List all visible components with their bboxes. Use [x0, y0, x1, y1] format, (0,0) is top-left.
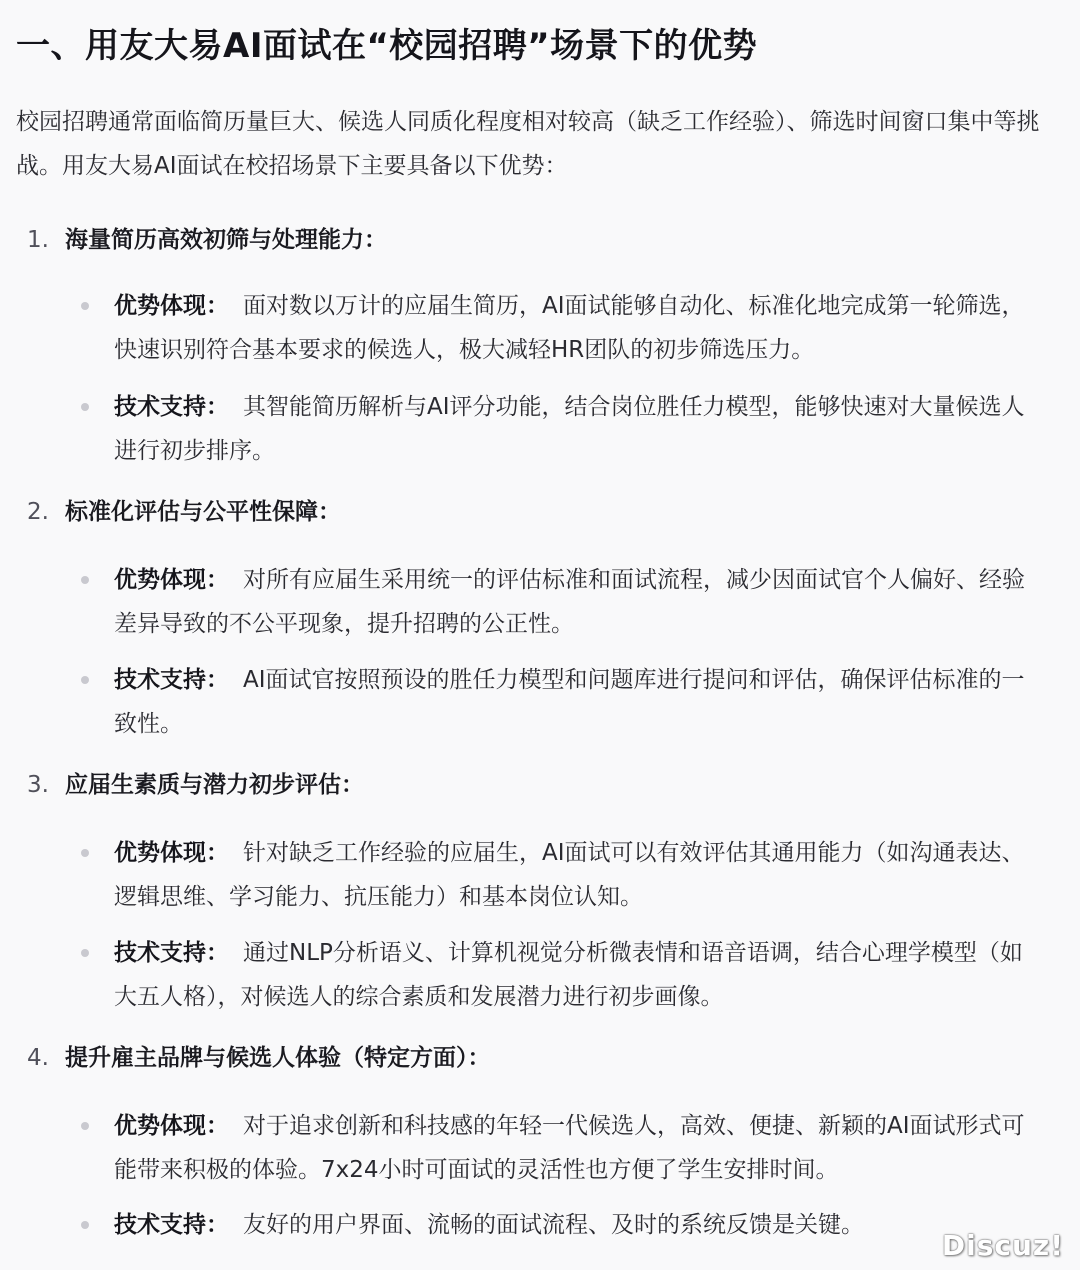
- list-item: [114, 658, 1044, 746]
- bullet-label: 优势体现：: [114, 567, 229, 593]
- section-3-heading: [27, 765, 364, 805]
- bullet-label: 优势体现：: [114, 840, 229, 866]
- bullet-label: 优势体现：: [114, 1113, 229, 1139]
- list-item: [114, 284, 1044, 372]
- intro-paragraph: 校园招聘通常面临简历量巨大、候选人同质化程度相对较高（缺乏工作经验）、筛选时间窗口集中等挑战。用友大易AI面试在校招场景下主要具备以下优势：: [16, 109, 1040, 179]
- section-number: 3.: [27, 772, 49, 798]
- list-item: [114, 558, 1044, 646]
- list-item: [114, 385, 1044, 473]
- list-item: [114, 1104, 1044, 1192]
- bullet-label: 技术支持：: [114, 1212, 229, 1238]
- bullet-dot-icon: [81, 676, 89, 684]
- bullet-dot-icon: [81, 849, 89, 857]
- bullet-text: 针对缺乏工作经验的应届生，AI面试可以有效评估其通用能力（如沟通表达、逻辑思维、学习能力、抗压能力）和基本岗位认知。: [114, 840, 1025, 910]
- section-number: 2.: [27, 499, 49, 525]
- bullet-label: 技术支持：: [114, 394, 229, 420]
- bullet-text: 友好的用户界面、流畅的面试流程、及时的系统反馈是关键。: [243, 1212, 864, 1238]
- bullet-text: 面对数以万计的应届生简历，AI面试能够自动化、标准化地完成第一轮筛选，快速识别符合基本要求的候选人，极大减轻HR团队的初步筛选压力。: [114, 293, 1025, 363]
- section-number: 4.: [27, 1045, 49, 1071]
- bullet-text: 对所有应届生采用统一的评估标准和面试流程，减少因面试官个人偏好、经验差异导致的不公平现象，提升招聘的公正性。: [114, 567, 1025, 637]
- section-title: 标准化评估与公平性保障：: [65, 499, 341, 525]
- bullet-text: AI面试官按照预设的胜任力模型和问题库进行提问和评估，确保评估标准的一致性。: [114, 667, 1025, 737]
- list-item: [114, 831, 1044, 919]
- bullet-label: 技术支持：: [114, 667, 229, 693]
- section-title: 海量简历高效初筛与处理能力：: [65, 227, 387, 253]
- bullet-dot-icon: [81, 1221, 89, 1229]
- bullet-dot-icon: [81, 949, 89, 957]
- bullet-dot-icon: [81, 302, 89, 310]
- section-number: 1.: [27, 227, 49, 253]
- section-1-heading: [27, 220, 387, 260]
- list-item: [114, 1203, 1044, 1247]
- bullet-text: 其智能简历解析与AI评分功能，结合岗位胜任力模型，能够快速对大量候选人进行初步排序。: [114, 394, 1025, 464]
- bullet-label: 技术支持：: [114, 940, 229, 966]
- page-title: 一、用友大易AI面试在“校园招聘”场景下的优势: [16, 26, 758, 66]
- watermark: Discuz!: [941, 1229, 1064, 1262]
- bullet-dot-icon: [81, 576, 89, 584]
- section-title: 提升雇主品牌与候选人体验（特定方面）：: [65, 1045, 491, 1071]
- section-2-heading: [27, 492, 341, 532]
- section-4-heading: [27, 1038, 491, 1078]
- section-title: 应届生素质与潜力初步评估：: [65, 772, 364, 798]
- bullet-dot-icon: [81, 403, 89, 411]
- bullet-text: 对于追求创新和科技感的年轻一代候选人，高效、便捷、新颖的AI面试形式可能带来积极的体验。7x24小时可面试的灵活性也方便了学生安排时间。: [114, 1113, 1025, 1183]
- list-item: [114, 931, 1044, 1019]
- bullet-dot-icon: [81, 1122, 89, 1130]
- bullet-text: 通过NLP分析语义、计算机视觉分析微表情和语音语调，结合心理学模型（如大五人格），对候选人的综合素质和发展潜力进行初步画像。: [114, 940, 1023, 1010]
- bullet-label: 优势体现：: [114, 293, 229, 319]
